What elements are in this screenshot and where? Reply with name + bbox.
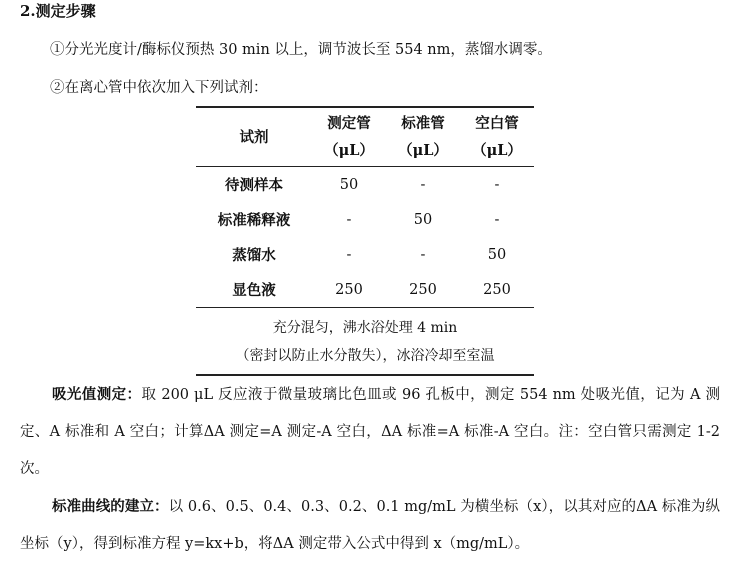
table-cell: 50 [339,176,359,193]
step-1-text: ①分光光度计/酶标仪预热 30 min 以上，调节波长至 554 nm，蒸馏水调零。 [50,42,552,58]
row-label: 标准稀释液 [217,212,291,229]
table-row [196,237,534,272]
header-standard-tube-name: 标准管 [401,115,445,132]
header-test-tube [312,107,386,167]
header-reagent: 试剂 [196,107,312,167]
table-cell: - [346,211,352,228]
header-blank-tube-name: 空白管 [475,115,519,132]
row-label: 显色液 [196,272,312,308]
step-2-text: ②在离心管中依次加入下列试剂： [50,80,268,96]
table-cell: 250 [386,272,460,308]
table-row [196,167,534,203]
table-cell: 250 [312,272,386,308]
standard-curve-text: 以 0.6、0.5、0.4、0.3、0.2、0.1 mg/mL 为横坐标（x），以其对应的ΔA 标准为纵坐标（y），得到标准方程 y=kx+b，将ΔA 测定带入公式中得到 x（mg/mL）。 [20,499,720,552]
absorbance-paragraph [20,376,720,488]
reagent-table [196,106,534,376]
table-row [196,202,534,237]
table-cell: - [494,211,500,228]
table-cell: - [420,176,426,193]
table-cell: 250 [460,272,534,308]
standard-curve-label: 标准曲线的建立： [52,498,169,515]
footer-line-1: 充分混匀，沸水浴处理 4 min [272,320,458,336]
standard-curve-paragraph [20,488,720,563]
table-cell: 50 [413,211,433,228]
header-test-tube-name: 测定管 [327,115,371,132]
table-header-row [196,107,534,167]
header-blank-tube [460,107,534,167]
table-footer-note [196,308,534,376]
table-row [196,272,534,308]
header-blank-tube-unit: （μL） [472,142,522,159]
table-footer-row [196,308,534,376]
table-cell: - [494,176,500,193]
absorbance-label: 吸光值测定： [52,386,142,403]
table-cell: - [346,246,352,263]
table-cell: - [420,246,426,263]
header-standard-tube-unit: （μL） [398,142,448,159]
table-cell: 50 [487,246,507,263]
section-heading: 2.测定步骤 [20,2,96,20]
absorbance-text: 取 200 μL 反应液于微量玻璃比色皿或 96 孔板中，测定 554 nm 处吸光值，记为 A 测定、A 标准和 A 空白；计算ΔA 测定=A 测定-A 空白，ΔA 标准=A 标准-A 空白。注：空白管只需测定 1-2 次。 [20,387,720,477]
row-label: 待测样本 [225,177,283,194]
row-label: 蒸馏水 [232,247,276,264]
header-test-tube-unit: （μL） [324,142,374,159]
header-standard-tube [386,107,460,167]
footer-line-2: （密封以防止水分散失），冰浴冷却至室温 [235,348,495,364]
